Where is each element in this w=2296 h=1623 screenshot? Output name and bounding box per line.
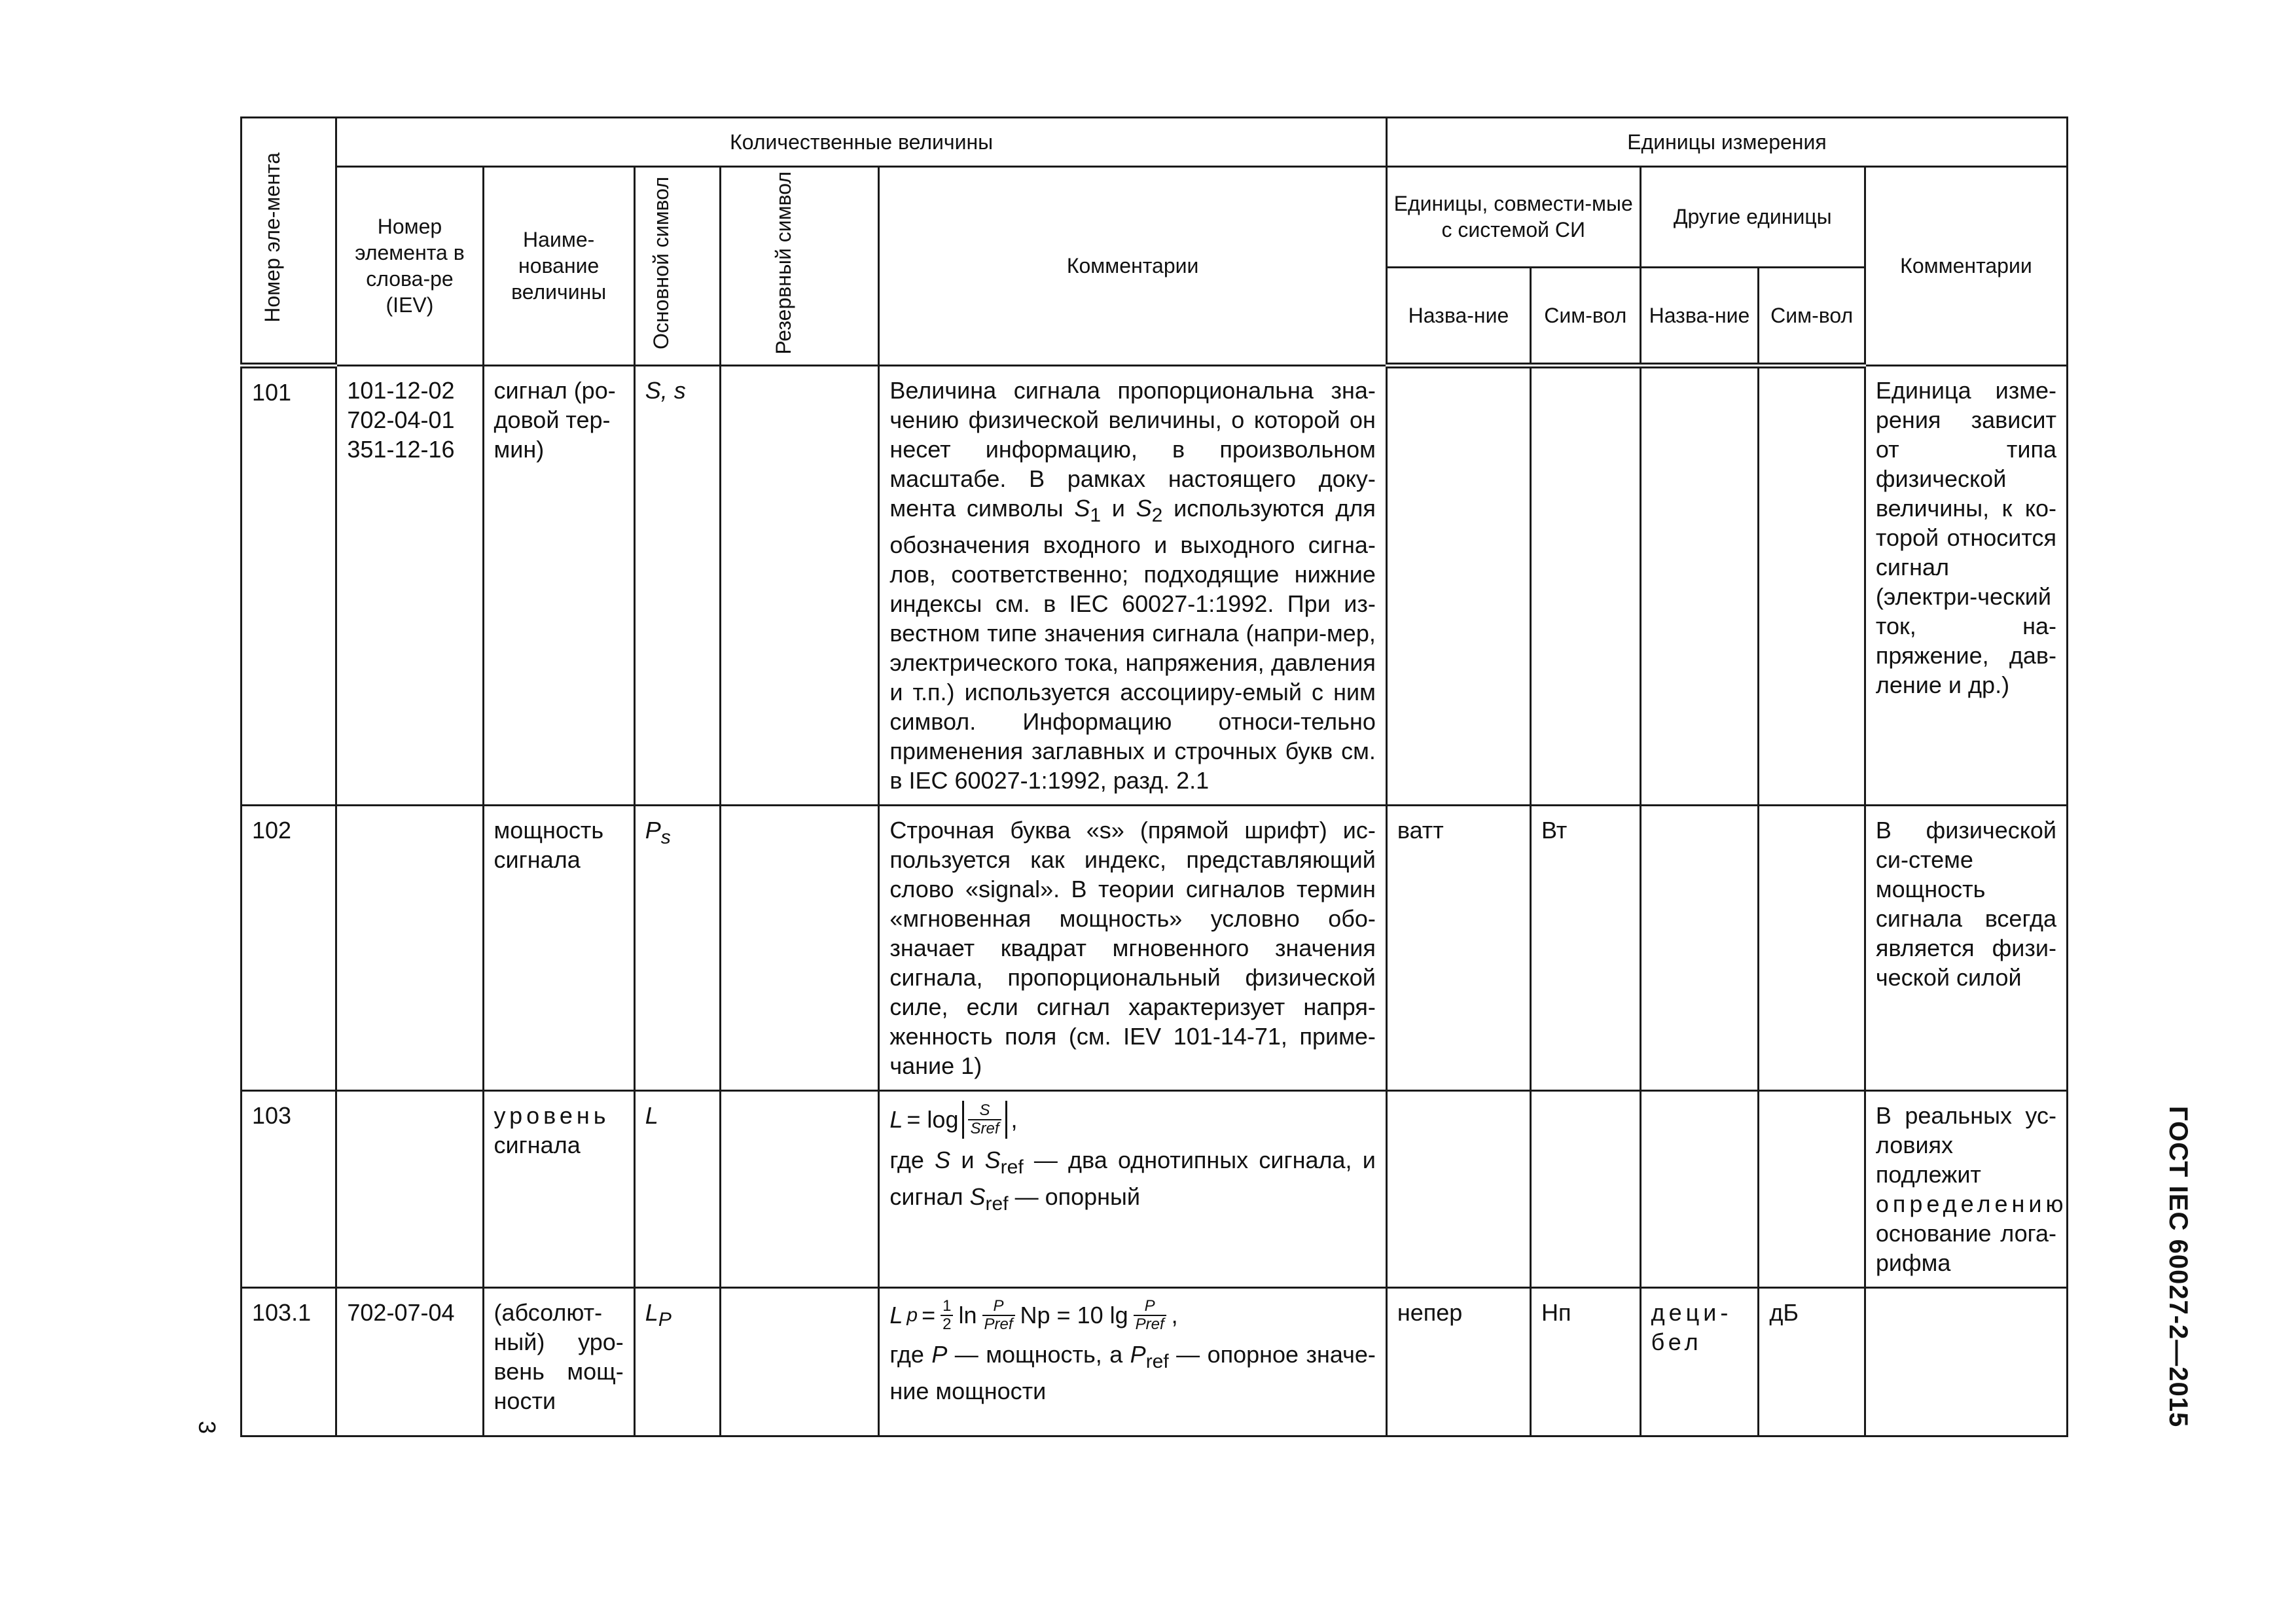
formula-explanation [889,1340,1375,1406]
symbol-s2: S [1136,494,1152,522]
row-name: мощность сигнала [483,805,634,1090]
symbol-sref2: S [969,1183,986,1211]
row-number: 102 [242,805,336,1090]
row-comment [879,365,1386,805]
formula-den2: Pref [1135,1315,1164,1333]
formula-half-num: 1 [941,1298,953,1316]
row-reserve-symbol [721,805,879,1090]
formula-lhs: L [889,1106,903,1133]
row-si-symbol: Вт [1530,805,1640,1090]
row-name [483,1090,634,1287]
comment-text: используются для обозначения входного и выходного сигна-лов, соответственно; подходящие нижние индексы см. в IEC 60027-1:1992. При из-вестном типе значения сигнала (напри-мер, электрического тока, напряжения, давления и т.п.) используется ассоцииру-емый с ним символ. Информацию относи-тельно применения заглавных и строчных букв см. в IEC 60027-1:1992, разд. 2.1 [889,494,1376,794]
row-si-name: непер [1386,1287,1530,1436]
row-iev [336,805,483,1090]
row-si-name [1386,1090,1530,1287]
symbol-s2-sub: 2 [1151,504,1163,526]
row-main-symbol: L [634,1090,720,1287]
formula-num: S [968,1102,1001,1120]
row-iev: 702-07-04 [336,1287,483,1436]
row-unit-comment: Единица изме-рения зависит от типа физической величины, к ко-торой относится сигнал (электри-ческий ток, на-пряжение, дав-ление и др.) [1865,365,2067,805]
row-other-symbol [1759,805,1865,1090]
comment-and: и [1101,494,1136,522]
header-other-symbol: Сим-вол [1759,267,1865,365]
row-main-symbol [634,1287,720,1436]
symbol-p: P [931,1340,948,1368]
row-iev [336,365,483,805]
formula-tail: , [1171,1302,1178,1329]
formula-eq: = log [906,1106,959,1133]
formula-power-level [889,1298,1177,1333]
row-other-symbol [1759,365,1865,805]
formula-np: Np = 10 lg [1020,1302,1128,1329]
row-comment [879,1287,1386,1436]
header-si-symbol: Сим-вол [1530,267,1640,365]
row-comment: Строчная буква «s» (прямой шрифт) ис-пользуется как индекс, представляющий слово «signal». В теории сигналов термин «мгновенная мощность» условно обо-значает квадрат мгновенного значения сигнала, пропорциональный физической силе, если сигнал характеризует напря-женность поля (см. IEV 101-14-71, приме-чание 1) [879,805,1386,1090]
iev-line: 702-04-01 [347,406,455,433]
comment-text: — мощность, а [947,1340,1130,1368]
formula-abs [962,1101,1007,1139]
row-comment [879,1090,1386,1287]
symbol-l-sub: P [658,1309,672,1331]
symbol-p: P [645,816,661,844]
row-other-symbol [1759,1090,1865,1287]
row-unit-comment [1865,1090,2067,1287]
unit-comment-spaced: определению [1875,1190,2068,1217]
row-si-symbol [1530,1090,1640,1287]
formula-fraction [968,1102,1001,1137]
row-name: сигнал (ро-довой тер-мин) [483,365,634,805]
table-row [242,1287,2068,1436]
header-main-symbol-text: Основной символ [649,176,673,349]
comment-text: — два однотипных сигнала, и сигнал [889,1146,1376,1211]
formula-eq1: = [922,1302,936,1329]
formula-level [889,1101,1017,1139]
quantities-table [240,116,2068,1437]
row-reserve-symbol [721,365,879,805]
header-si-units: Единицы, совмести-мые с системой СИ [1386,167,1640,268]
table-row [242,1090,2068,1287]
formula-num: P [982,1298,1015,1316]
row-other-name [1640,1090,1759,1287]
symbol-s1: S [1074,494,1090,522]
formula-lp-sub: p [906,1304,918,1327]
row-si-name [1386,365,1530,805]
name-spaced: уровень [493,1101,610,1129]
formula-explanation [889,1145,1375,1219]
iev-line: 101-12-02 [347,376,455,404]
symbol-s1-sub: 1 [1090,504,1102,526]
symbol-sref: S [984,1146,1001,1173]
row-number: 101 [242,365,336,805]
row-main-symbol: S, s [634,365,720,805]
header-element-number [242,118,336,366]
header-quantity-name: Наиме-нование величины [483,167,634,366]
iev-line: 351-12-16 [347,435,455,463]
row-other-name [1640,365,1759,805]
header-reserve-symbol [721,167,879,366]
row-other-name: деци-бел [1640,1287,1759,1436]
formula-fraction-2 [1134,1298,1166,1333]
header-quantities: Количественные величины [336,118,1386,167]
formula-half [941,1298,953,1333]
symbol-l: L [645,1298,658,1326]
symbol-pref: P [1130,1340,1146,1368]
row-reserve-symbol [721,1287,879,1436]
symbol-p-sub: s [660,827,671,849]
header-element-number-text: Номер эле-мента [260,152,285,323]
symbol-sref2-sub: ref [985,1193,1009,1215]
row-si-symbol: Нп [1530,1287,1640,1436]
row-other-name [1640,805,1759,1090]
row-reserve-symbol [721,1090,879,1287]
row-number: 103.1 [242,1287,336,1436]
row-si-symbol [1530,365,1640,805]
row-si-name: ватт [1386,805,1530,1090]
comment-text: — опорный [1008,1183,1140,1211]
row-iev [336,1090,483,1287]
document-title: ГОСТ IEC 60027-2—2015 [2164,1106,2193,1428]
comment-text: где [889,1146,935,1173]
symbol-sref-sub: ref [1000,1156,1024,1179]
comment-and: и [950,1146,985,1173]
unit-comment-text: основание лога-рифма [1875,1219,2056,1276]
row-other-symbol: дБ [1759,1287,1865,1436]
table-row [242,805,2068,1090]
comment-text: где [889,1340,932,1368]
formula-fraction [982,1298,1015,1333]
header-comments: Комментарии [879,167,1386,366]
formula-den: Pref [984,1315,1013,1333]
formula-tail: , [1011,1106,1018,1133]
page-number: 3 [194,1420,221,1435]
row-main-symbol [634,805,720,1090]
header-main-symbol [634,167,720,366]
header-other-name: Назва-ние [1640,267,1759,365]
header-iev-number: Номер элемента в слова-ре (IEV) [336,167,483,366]
header-unit-comments: Комментарии [1865,167,2067,366]
header-reserve-symbol-text: Резервный символ [771,171,795,355]
comment-text: — опорное значе-ние мощности [889,1340,1376,1405]
unit-comment-text: В реальных ус-ловиях подлежит [1875,1101,2056,1188]
formula-half-den: 2 [942,1315,952,1333]
row-unit-comment [1865,1287,2067,1436]
header-si-name: Назва-ние [1386,267,1530,365]
formula-lp: L [889,1302,903,1329]
row-unit-comment: В физической си-стеме мощность сигнала всегда является физи-ческой силой [1865,805,2067,1090]
formula-ln: ln [958,1302,977,1329]
name-rest: сигнала [493,1131,581,1158]
comment-text: Величина сигнала пропорциональна зна-чению физической величины, о которой он несет информацию, в произвольном масштабе. В рамках настоящего доку-мента символы [889,376,1376,522]
formula-den: Sref [970,1119,999,1137]
symbol-pref-sub: ref [1145,1351,1169,1373]
formula-num2: P [1134,1298,1166,1316]
header-units: Единицы измерения [1386,118,2067,167]
table-row [242,365,2068,805]
row-number: 103 [242,1090,336,1287]
header-other-units: Другие единицы [1640,167,1865,268]
symbol-s: S [935,1146,951,1173]
row-name: (абсолют-ный) уро-вень мощ-ности [483,1287,634,1436]
